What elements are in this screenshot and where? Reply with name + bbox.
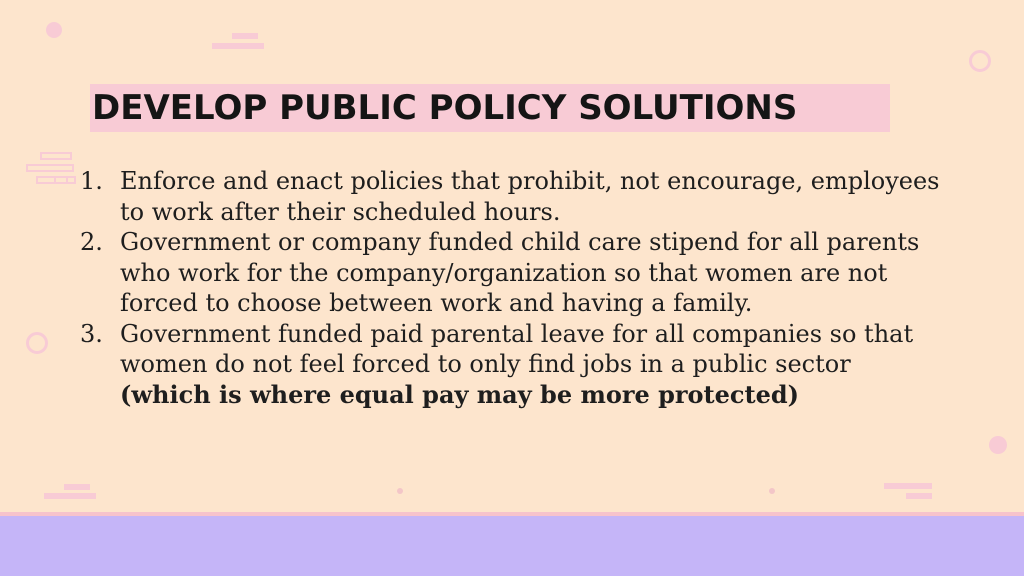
footer-band <box>0 512 1024 576</box>
decorative-small-dot-2 <box>769 488 775 494</box>
list-item-text: Government or company funded child care stipend for all parents who work for the company/organization so that women are not forced to choose between work and having a family. <box>120 228 920 317</box>
decorative-dot-right <box>989 436 1007 454</box>
list-item-number: 3. <box>80 319 103 348</box>
list-item-bold-text: (which is where equal pay may be more protected) <box>120 379 800 409</box>
list-item-text: Government funded paid parental leave for all companies so that women do not feel forced to only find jobs in a public sector <box>120 319 914 378</box>
list-item <box>80 319 940 411</box>
list-item <box>80 166 940 227</box>
list-item-number: 2. <box>80 228 103 256</box>
decorative-ring-left <box>26 332 48 354</box>
list-item <box>80 227 940 319</box>
slide-title: DEVELOP PUBLIC POLICY SOLUTIONS <box>92 88 798 128</box>
list-item-number: 1. <box>80 167 103 195</box>
list-item-text: Enforce and enact policies that prohibit, not encourage, employees to work after their scheduled hours. <box>120 167 940 226</box>
policy-list <box>80 166 940 410</box>
decorative-ring-top-right <box>969 50 991 72</box>
decorative-dot-top-left <box>46 22 62 38</box>
decorative-small-dot-1 <box>397 488 403 494</box>
